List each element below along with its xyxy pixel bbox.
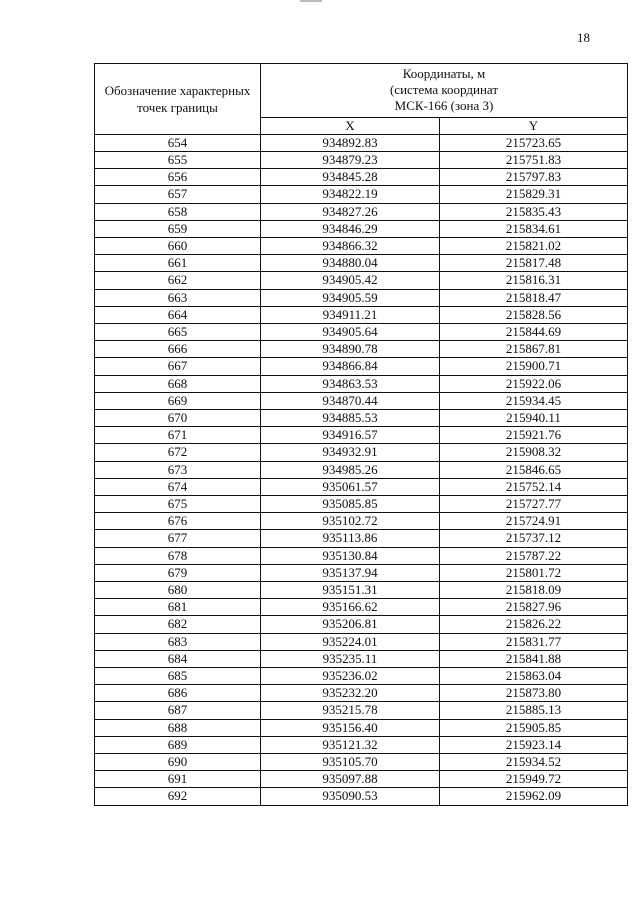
point-id-cell: 686	[95, 685, 261, 702]
x-coordinate-cell: 934905.64	[261, 324, 440, 341]
point-id-cell: 676	[95, 513, 261, 530]
y-coordinate-cell: 215816.31	[440, 272, 628, 289]
y-coordinate-cell: 215827.96	[440, 599, 628, 616]
table-row	[95, 616, 628, 633]
point-id-cell: 675	[95, 496, 261, 513]
x-coordinate-cell: 934866.32	[261, 237, 440, 254]
point-id-cell: 661	[95, 255, 261, 272]
table-row	[95, 272, 628, 289]
table-row	[95, 427, 628, 444]
table-row	[95, 255, 628, 272]
x-coordinate-cell: 934892.83	[261, 134, 440, 151]
point-id-cell: 666	[95, 341, 261, 358]
y-coordinate-cell: 215801.72	[440, 564, 628, 581]
y-coordinate-cell: 215829.31	[440, 186, 628, 203]
table-row	[95, 341, 628, 358]
y-coordinate-cell: 215831.77	[440, 633, 628, 650]
x-coordinate-cell: 934916.57	[261, 427, 440, 444]
point-id-cell: 669	[95, 392, 261, 409]
scan-mark	[300, 0, 322, 2]
y-coordinate-cell: 215727.77	[440, 496, 628, 513]
y-coordinate-cell: 215873.80	[440, 685, 628, 702]
x-coordinate-cell: 934985.26	[261, 461, 440, 478]
page-number: 18	[577, 30, 590, 45]
table-row	[95, 289, 628, 306]
point-id-cell: 674	[95, 478, 261, 495]
table-row	[95, 444, 628, 461]
x-coordinate-cell: 935235.11	[261, 650, 440, 667]
x-coordinate-cell: 935206.81	[261, 616, 440, 633]
x-coordinate-cell: 934905.42	[261, 272, 440, 289]
point-id-cell: 664	[95, 306, 261, 323]
table-row	[95, 375, 628, 392]
x-coordinate-cell: 934905.59	[261, 289, 440, 306]
table-row	[95, 599, 628, 616]
y-coordinate-cell: 215828.56	[440, 306, 628, 323]
y-coordinate-cell: 215949.72	[440, 771, 628, 788]
point-id-cell: 688	[95, 719, 261, 736]
y-coordinate-cell: 215921.76	[440, 427, 628, 444]
y-coordinate-cell: 215846.65	[440, 461, 628, 478]
table-row	[95, 668, 628, 685]
y-coordinate-cell: 215934.52	[440, 754, 628, 771]
point-id-cell: 662	[95, 272, 261, 289]
point-id-cell: 668	[95, 375, 261, 392]
x-coordinate-cell: 934845.28	[261, 169, 440, 186]
point-id-cell: 678	[95, 547, 261, 564]
x-coordinate-cell: 934870.44	[261, 392, 440, 409]
y-coordinate-cell: 215751.83	[440, 151, 628, 168]
y-coordinate-cell: 215844.69	[440, 324, 628, 341]
y-coordinate-cell: 215723.65	[440, 134, 628, 151]
x-coordinate-cell: 935102.72	[261, 513, 440, 530]
x-coordinate-cell: 935224.01	[261, 633, 440, 650]
y-coordinate-cell: 215818.09	[440, 582, 628, 599]
point-id-cell: 659	[95, 220, 261, 237]
point-id-cell: 656	[95, 169, 261, 186]
y-coordinate-cell: 215834.61	[440, 220, 628, 237]
point-id-cell: 655	[95, 151, 261, 168]
header-y: Y	[440, 117, 628, 134]
x-coordinate-cell: 934885.53	[261, 410, 440, 427]
x-coordinate-cell: 934890.78	[261, 341, 440, 358]
x-coordinate-cell: 935097.88	[261, 771, 440, 788]
header-coords-line-2: (система координат	[261, 82, 628, 98]
x-coordinate-cell: 935113.86	[261, 530, 440, 547]
y-coordinate-cell: 215940.11	[440, 410, 628, 427]
table-row	[95, 358, 628, 375]
x-coordinate-cell: 935137.94	[261, 564, 440, 581]
table-row	[95, 771, 628, 788]
x-coordinate-cell: 935090.53	[261, 788, 440, 805]
header-coords-line-3: МСК-166 (зона 3)	[261, 98, 628, 117]
point-id-cell: 658	[95, 203, 261, 220]
x-coordinate-cell: 935130.84	[261, 547, 440, 564]
x-coordinate-cell: 935105.70	[261, 754, 440, 771]
point-id-cell: 672	[95, 444, 261, 461]
point-id-cell: 660	[95, 237, 261, 254]
point-id-cell: 685	[95, 668, 261, 685]
x-coordinate-cell: 935215.78	[261, 702, 440, 719]
x-coordinate-cell: 935166.62	[261, 599, 440, 616]
point-id-cell: 665	[95, 324, 261, 341]
point-id-cell: 681	[95, 599, 261, 616]
y-coordinate-cell: 215826.22	[440, 616, 628, 633]
y-coordinate-cell: 215797.83	[440, 169, 628, 186]
coordinates-table	[94, 63, 628, 806]
y-coordinate-cell: 215863.04	[440, 668, 628, 685]
table-row	[95, 186, 628, 203]
y-coordinate-cell: 215787.22	[440, 547, 628, 564]
table-row	[95, 203, 628, 220]
table-row	[95, 530, 628, 547]
point-id-cell: 679	[95, 564, 261, 581]
point-id-cell: 687	[95, 702, 261, 719]
y-coordinate-cell: 215934.45	[440, 392, 628, 409]
table-row	[95, 306, 628, 323]
table-row	[95, 478, 628, 495]
x-coordinate-cell: 934827.26	[261, 203, 440, 220]
y-coordinate-cell: 215817.48	[440, 255, 628, 272]
x-coordinate-cell: 934932.91	[261, 444, 440, 461]
table-row	[95, 702, 628, 719]
table-row	[95, 685, 628, 702]
x-coordinate-cell: 934880.04	[261, 255, 440, 272]
table-row	[95, 788, 628, 805]
table-row	[95, 392, 628, 409]
point-id-cell: 654	[95, 134, 261, 151]
y-coordinate-cell: 215737.12	[440, 530, 628, 547]
y-coordinate-cell: 215900.71	[440, 358, 628, 375]
x-coordinate-cell: 934879.23	[261, 151, 440, 168]
table-row	[95, 496, 628, 513]
y-coordinate-cell: 215818.47	[440, 289, 628, 306]
point-id-cell: 689	[95, 736, 261, 753]
point-id-cell: 684	[95, 650, 261, 667]
y-coordinate-cell: 215752.14	[440, 478, 628, 495]
x-coordinate-cell: 934822.19	[261, 186, 440, 203]
table-row	[95, 633, 628, 650]
table-row	[95, 151, 628, 168]
point-id-cell: 683	[95, 633, 261, 650]
point-id-cell: 677	[95, 530, 261, 547]
header-coords-line-1: Координаты, м	[261, 64, 628, 83]
x-coordinate-cell: 935236.02	[261, 668, 440, 685]
table-row	[95, 169, 628, 186]
x-coordinate-cell: 935156.40	[261, 719, 440, 736]
table-row	[95, 134, 628, 151]
x-coordinate-cell: 935121.32	[261, 736, 440, 753]
point-id-cell: 682	[95, 616, 261, 633]
table-row	[95, 754, 628, 771]
table-body	[95, 134, 628, 805]
y-coordinate-cell: 215885.13	[440, 702, 628, 719]
x-coordinate-cell: 934911.21	[261, 306, 440, 323]
table-row	[95, 461, 628, 478]
y-coordinate-cell: 215908.32	[440, 444, 628, 461]
point-id-cell: 690	[95, 754, 261, 771]
table-row	[95, 719, 628, 736]
point-id-cell: 667	[95, 358, 261, 375]
y-coordinate-cell: 215922.06	[440, 375, 628, 392]
y-coordinate-cell: 215867.81	[440, 341, 628, 358]
table-row	[95, 547, 628, 564]
y-coordinate-cell: 215841.88	[440, 650, 628, 667]
point-id-cell: 663	[95, 289, 261, 306]
x-coordinate-cell: 935085.85	[261, 496, 440, 513]
y-coordinate-cell: 215835.43	[440, 203, 628, 220]
x-coordinate-cell: 934866.84	[261, 358, 440, 375]
header-point-label: Обозначение характерных точек границы	[95, 64, 261, 135]
x-coordinate-cell: 934846.29	[261, 220, 440, 237]
y-coordinate-cell: 215962.09	[440, 788, 628, 805]
table-row	[95, 736, 628, 753]
point-id-cell: 680	[95, 582, 261, 599]
table-row	[95, 410, 628, 427]
x-coordinate-cell: 935061.57	[261, 478, 440, 495]
y-coordinate-cell: 215905.85	[440, 719, 628, 736]
y-coordinate-cell: 215724.91	[440, 513, 628, 530]
y-coordinate-cell: 215923.14	[440, 736, 628, 753]
point-id-cell: 673	[95, 461, 261, 478]
table-row	[95, 564, 628, 581]
table-row	[95, 324, 628, 341]
x-coordinate-cell: 935151.31	[261, 582, 440, 599]
point-id-cell: 691	[95, 771, 261, 788]
x-coordinate-cell: 934863.53	[261, 375, 440, 392]
table-row	[95, 220, 628, 237]
x-coordinate-cell: 935232.20	[261, 685, 440, 702]
table-row	[95, 513, 628, 530]
point-id-cell: 670	[95, 410, 261, 427]
point-id-cell: 657	[95, 186, 261, 203]
table-row	[95, 650, 628, 667]
y-coordinate-cell: 215821.02	[440, 237, 628, 254]
point-id-cell: 692	[95, 788, 261, 805]
table-row	[95, 237, 628, 254]
header-x: X	[261, 117, 440, 134]
table-row	[95, 582, 628, 599]
point-id-cell: 671	[95, 427, 261, 444]
